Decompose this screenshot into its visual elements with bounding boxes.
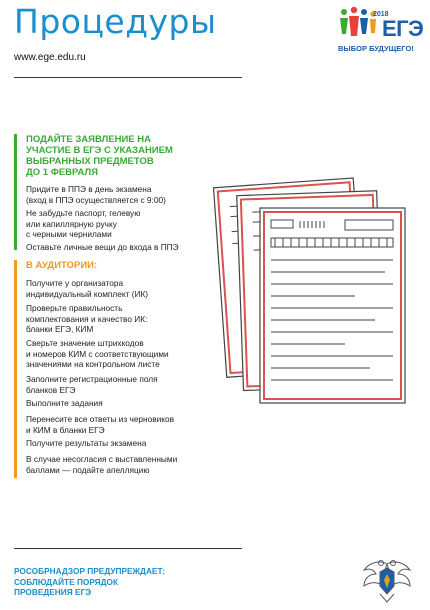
list-item: Придите в ППЭ в день экзамена (вход в ППЭ осуществляется с 9:00) <box>26 184 166 205</box>
rosobrnadzor-warning: РОСОБРНАДЗОР ПРЕДУПРЕЖДАЕТ: СОБЛЮДАЙТЕ ПОРЯДОК ПРОВЕДЕНИЯ ЕГЭ <box>14 566 166 597</box>
list-item: Получите результаты экзамена <box>26 438 147 448</box>
exam-forms-illustration <box>205 168 420 408</box>
green-accent-bar <box>14 134 17 250</box>
logo-slogan: ВЫБОР БУДУЩЕГО! <box>338 44 414 53</box>
list-item: Заполните регистрационные поля бланков ЕГЭ <box>26 374 158 395</box>
double-headed-eagle-emblem-icon <box>358 556 416 604</box>
list-item: Не забудьте паспорт, гелевую или капиллярную ручку с черными чернилами <box>26 208 141 239</box>
ege-logo <box>338 4 422 56</box>
top-divider <box>14 77 242 78</box>
website-link[interactable]: www.ege.edu.ru <box>14 52 86 63</box>
page-title: Процедуры <box>14 2 217 41</box>
orange-accent-bar <box>14 260 17 478</box>
in-classroom-heading: В АУДИТОРИИ: <box>26 260 98 271</box>
list-item: Оставьте личные вещи до входа в ППЭ <box>26 242 179 252</box>
list-item: Получите у организатора индивидуальный комплект (ИК) <box>26 278 149 299</box>
bottom-divider <box>14 548 242 549</box>
logo-ege-text: ЕГЭ <box>382 16 424 41</box>
logo-year: 2018 <box>373 11 389 18</box>
list-item: Выполните задания <box>26 398 103 408</box>
list-item: Сверьте значение штрихкодов и номеров КИМ с соответствующими значениями на контрольном листе <box>26 338 169 369</box>
before-exam-heading: ПОДАЙТЕ ЗАЯВЛЕНИЕ НА УЧАСТИЕ В ЕГЭ С УКАЗАНИЕМ ВЫБРАННЫХ ПРЕДМЕТОВ ДО 1 ФЕВРАЛЯ <box>26 134 173 178</box>
list-item: В случае несогласия с выставленными баллами — подайте апелляцию <box>26 454 178 475</box>
list-item: Проверьте правильность комплектования и качество ИК: бланки ЕГЭ, КИМ <box>26 303 148 334</box>
list-item: Перенесите все ответы из черновиков и КИМ в бланки ЕГЭ <box>26 414 175 435</box>
